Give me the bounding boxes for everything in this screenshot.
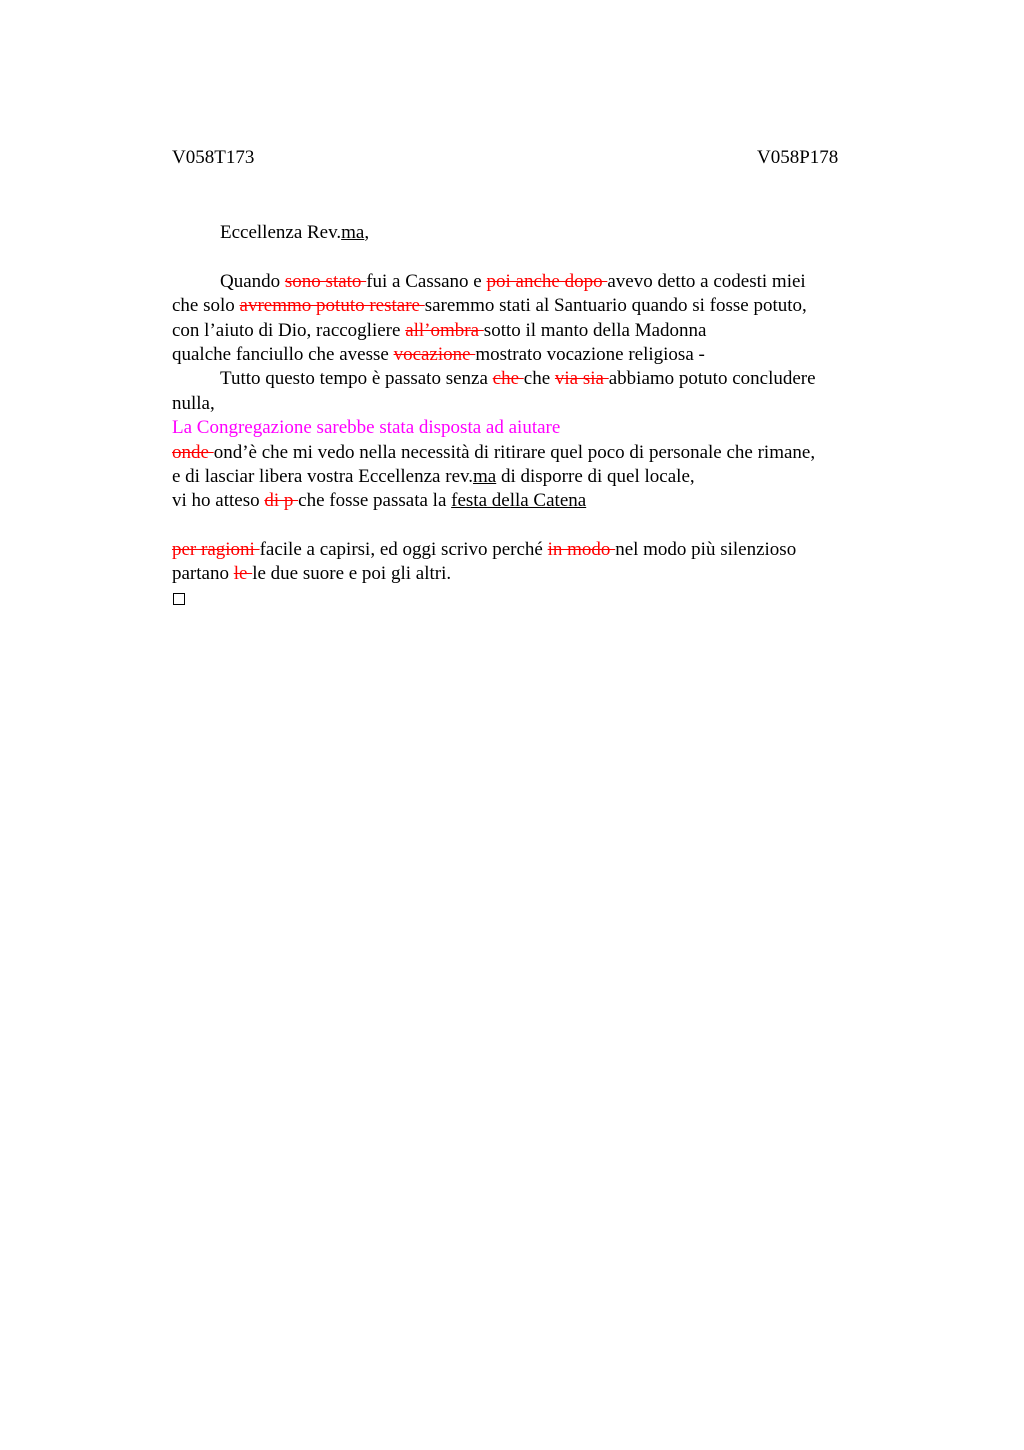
text-line-10: vi ho atteso di p che fosse passata la festa della Catena bbox=[172, 490, 587, 512]
salutation: Eccellenza Rev.ma, bbox=[220, 222, 370, 243]
blank-line bbox=[172, 514, 892, 538]
letter-body bbox=[172, 221, 892, 611]
deleted-text: sono stato bbox=[284, 270, 367, 292]
inserted-note-line: La Congregazione sarebbe stata disposta ad aiutare bbox=[172, 417, 561, 439]
reference-code-left: V058T173 bbox=[172, 147, 255, 168]
underlined-text: festa della Catena bbox=[451, 490, 587, 512]
deleted-text: di p bbox=[264, 490, 299, 512]
end-marker-line bbox=[172, 587, 892, 611]
deleted-text: poi anche dopo bbox=[486, 270, 608, 292]
deleted-text: le bbox=[233, 563, 253, 585]
text-line-6: nulla, bbox=[172, 392, 215, 414]
text-line-5: Tutto questo tempo è passato senza che che via sia abbiamo potuto concludere bbox=[220, 368, 816, 390]
text-line-2: che solo avremmo potuto restare saremmo stati al Santuario quando si fosse potuto, bbox=[172, 295, 807, 317]
deleted-text: in modo bbox=[547, 539, 616, 561]
deleted-text: per ragioni bbox=[172, 539, 260, 561]
deleted-text: via sia bbox=[554, 368, 609, 390]
text-line-9: e di lasciar libera vostra Eccellenza rev.ma di disporre di quel locale, bbox=[172, 465, 695, 487]
deleted-text: onde bbox=[172, 441, 214, 463]
text-line-11: per ragioni facile a capirsi, ed oggi scrivo perché in modo nel modo più silenzioso bbox=[172, 539, 797, 561]
text-line-1: Quando sono stato fui a Cassano e poi anche dopo avevo detto a codesti miei bbox=[220, 270, 806, 292]
text-line-8: onde ond’è che mi vedo nella necessità di ritirare quel poco di personale che rimane, bbox=[172, 441, 816, 463]
deleted-text: che bbox=[492, 368, 524, 390]
deleted-text: all’ombra bbox=[405, 319, 484, 341]
text-line-3: con l’aiuto di Dio, raccogliere all’ombra sotto il manto della Madonna bbox=[172, 319, 707, 341]
blank-line bbox=[172, 245, 892, 269]
empty-checkbox-icon bbox=[173, 593, 185, 605]
reference-code-right: V058P178 bbox=[757, 147, 839, 168]
deleted-text: vocazione bbox=[393, 343, 476, 365]
text-line-12: partano le le due suore e poi gli altri. bbox=[172, 563, 452, 585]
text-line-4: qualche fanciullo che avesse vocazione mostrato vocazione religiosa - bbox=[172, 343, 705, 365]
deleted-text: avremmo potuto restare bbox=[239, 295, 425, 317]
